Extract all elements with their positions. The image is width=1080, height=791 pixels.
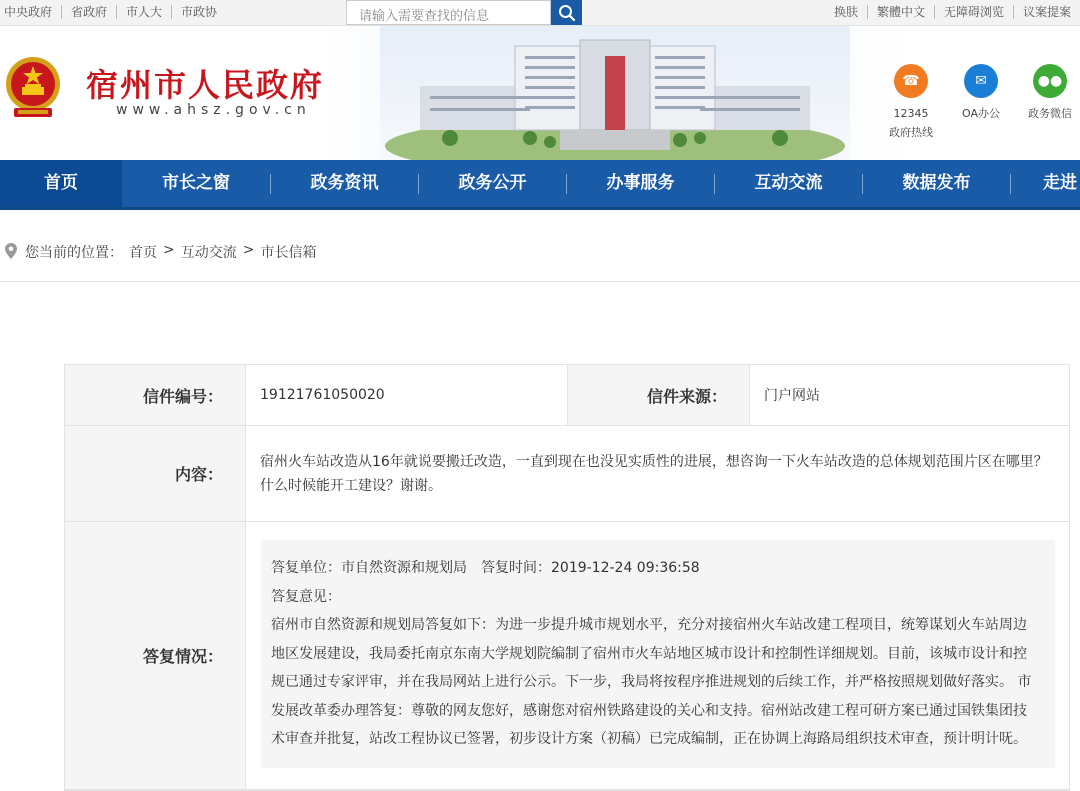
top-left-links [4, 5, 235, 19]
reply-opinion-label: 答复意见： [271, 588, 341, 605]
reply-status-label: 答复情况： [65, 522, 246, 789]
site-header [0, 26, 1080, 160]
oa-quick-link[interactable] [946, 64, 1016, 123]
link-central-gov[interactable]: 中央政府 [4, 5, 62, 19]
breadcrumb-separator: > [163, 242, 175, 258]
main-nav [0, 160, 1080, 210]
nav-item-interaction[interactable]: 互动交流 [754, 173, 823, 193]
phone-icon: ☎ [894, 64, 928, 98]
link-accessibility[interactable]: 无障碍浏览 [934, 5, 1013, 19]
table-row [65, 365, 1069, 426]
nav-item-data[interactable]: 数据发布 [902, 173, 971, 193]
breadcrumb-home[interactable]: 首页 [129, 245, 157, 261]
site-domain: www.ahsz.gov.cn [116, 102, 311, 118]
hotline-number: 12345 [893, 107, 929, 120]
hotline-quick-link[interactable] [876, 64, 946, 142]
hotline-label: 政府热线 [889, 126, 933, 139]
national-emblem-icon [4, 54, 62, 120]
letter-content-label: 内容： [65, 426, 246, 521]
reply-unit-line: 答复单位：市自然资源和规划局 答复时间：2019-12-24 09:36:58 [271, 560, 700, 576]
nav-item-news[interactable]: 政务资讯 [310, 173, 379, 193]
letter-number-value: 19121761050020 [246, 365, 568, 425]
reply-content-box [261, 540, 1055, 768]
top-right-links [825, 5, 1080, 19]
nav-item-explore[interactable]: 走进 [1043, 173, 1077, 193]
site-search [346, 0, 582, 25]
wechat-quick-link[interactable] [1015, 64, 1080, 123]
link-city-congress[interactable]: 市人大 [126, 5, 172, 19]
breadcrumb-interaction[interactable]: 互动交流 [180, 245, 237, 261]
nav-item-services[interactable]: 办事服务 [606, 173, 675, 193]
link-traditional-chinese[interactable]: 繁體中文 [867, 5, 934, 19]
letter-number-label: 信件编号： [65, 365, 246, 425]
letter-source-label: 信件来源： [568, 365, 750, 425]
reply-body: 宿州市自然资源和规划局答复如下：为进一步提升城市规划水平，充分对接宿州火车站改建工程项目，统筹谋划火车站周边地区发展建设，我局委托南京东南大学规划院编制了宿州市火车站地区城市设计和控制性详细规划。目前，该城市设计和控规已通过专家评审，并在我局网站上进行公示。下一步，我局将按程序推进规划的后续工作，并严格按照规划做好落实。 市发展改革委办理答复：尊敬的网友您好，感谢您对宿州铁路建设的关心和支持。宿州站改建工程可研方案已通过国铁集团技术审查并批复，站改工程协议已签署，初步设计方案（初稿）已完成编制，正在协调上海路局组织技术审查，预计明计呒。 [271, 617, 1032, 747]
oa-icon: ✉ [964, 64, 998, 98]
breadcrumb [0, 226, 1080, 282]
search-icon [558, 4, 576, 22]
nav-item-mayor[interactable]: 市长之窗 [162, 173, 230, 193]
nav-item-openness[interactable]: 政务公开 [458, 173, 527, 193]
search-button[interactable] [551, 0, 582, 25]
breadcrumb-prefix: 您当前的位置： [25, 245, 123, 261]
wechat-icon: ●● [1033, 64, 1067, 98]
link-proposals[interactable]: 议案提案 [1013, 5, 1080, 19]
link-city-cppcc[interactable]: 市政协 [181, 5, 218, 19]
search-input[interactable]: 请输入需要查找的信息 [346, 0, 551, 25]
location-pin-icon [4, 242, 18, 260]
letter-source-value: 门户网站 [764, 388, 820, 404]
wechat-label: 政务微信 [1028, 107, 1072, 120]
city-hall-banner-image [380, 26, 850, 160]
link-provincial-gov[interactable]: 省政府 [71, 5, 117, 19]
nav-item-home[interactable]: 首页 [0, 160, 122, 207]
table-row [65, 426, 1069, 522]
letter-content-value: 宿州火车站改造从16年就说要搬迁改造，一直到现在也没见实质性的进展，想咨询一下火车站改造的总体规划范围片区在哪里？什么时候能开工建设？谢谢。 [260, 453, 1048, 494]
site-title[interactable]: 宿州市人民政府 [86, 66, 325, 104]
top-utility-bar [0, 0, 1080, 26]
breadcrumb-separator: > [242, 242, 255, 258]
link-skin[interactable]: 换肤 [833, 5, 858, 19]
oa-label: OA办公 [962, 107, 1000, 120]
letter-detail-table [64, 364, 1070, 791]
breadcrumb-mayor-mailbox[interactable]: 市长信箱 [260, 245, 317, 261]
